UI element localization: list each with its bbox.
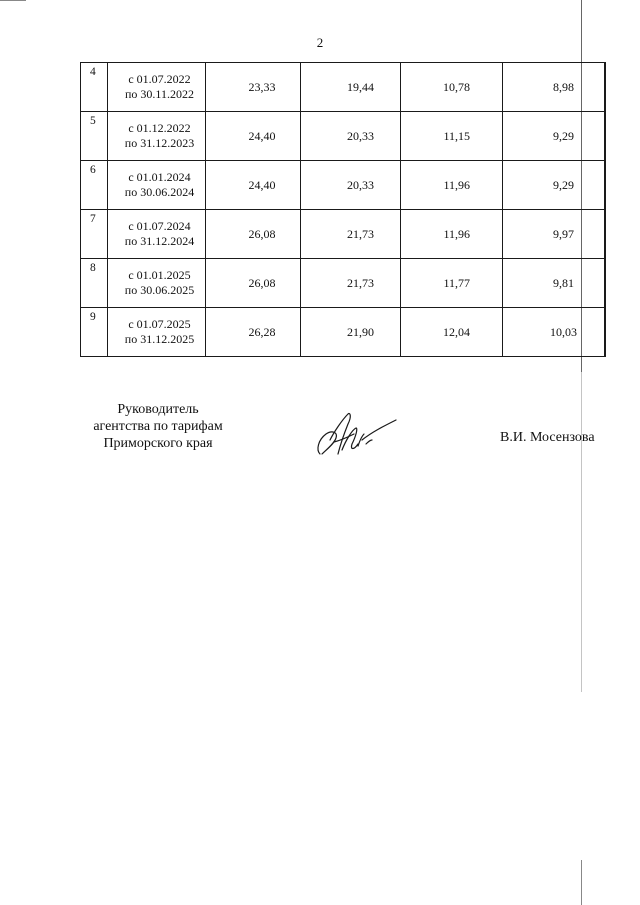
- tariff-value-cell: 11,77: [401, 259, 503, 308]
- tariff-value-cell: 26,08: [206, 259, 301, 308]
- period-to: по 30.06.2024: [124, 185, 195, 199]
- empty-cell: [605, 308, 606, 357]
- row-number-cell: 6: [81, 161, 108, 210]
- period-to: по 30.11.2022: [125, 87, 194, 101]
- table-row: [81, 308, 606, 357]
- scan-mark: [0, 0, 26, 1]
- empty-cell: [605, 210, 606, 259]
- tariff-value-cell: 23,33: [206, 63, 301, 112]
- tariff-value-cell: 21,73: [301, 210, 401, 259]
- table-body: [81, 63, 606, 357]
- period-cell: [108, 112, 206, 161]
- scan-edge-line: [581, 860, 582, 905]
- tariff-value-cell: 11,15: [401, 112, 503, 161]
- period-from: с 01.07.2022: [128, 72, 191, 86]
- tariff-value-cell: 9,29: [503, 112, 605, 161]
- period-to: по 31.12.2024: [124, 234, 195, 248]
- table-row: [81, 161, 606, 210]
- tariff-value-cell: 10,03: [503, 308, 605, 357]
- period-cell: [108, 210, 206, 259]
- row-number-cell: 9: [81, 308, 108, 357]
- table-row: [81, 63, 606, 112]
- signature-strokes: [318, 413, 396, 454]
- table-row: [81, 112, 606, 161]
- tariff-value-cell: 11,96: [401, 161, 503, 210]
- period-from: с 01.01.2025: [128, 268, 191, 282]
- tariff-value-cell: 21,90: [301, 308, 401, 357]
- row-number-cell: 8: [81, 259, 108, 308]
- empty-cell: [605, 161, 606, 210]
- page-number: 2: [316, 35, 324, 50]
- signatory-title-line: Руководитель: [117, 402, 199, 417]
- table-row: [81, 210, 606, 259]
- tariff-value-cell: 20,33: [301, 112, 401, 161]
- period-cell: [108, 259, 206, 308]
- row-number-cell: 4: [81, 63, 108, 112]
- period-to: по 31.12.2023: [124, 136, 195, 150]
- tariff-value-cell: 10,78: [401, 63, 503, 112]
- row-number-cell: 5: [81, 112, 108, 161]
- tariff-value-cell: 8,98: [503, 63, 605, 112]
- empty-cell: [605, 259, 606, 308]
- period-to: по 31.12.2025: [124, 332, 195, 346]
- tariff-value-cell: 11,96: [401, 210, 503, 259]
- table-row: [81, 259, 606, 308]
- handwritten-signature: [312, 410, 402, 460]
- tariff-value-cell: 9,97: [503, 210, 605, 259]
- tariff-value-cell: 9,81: [503, 259, 605, 308]
- period-from: с 01.07.2025: [128, 317, 191, 331]
- tariff-value-cell: 26,08: [206, 210, 301, 259]
- tariff-value-cell: 24,40: [206, 161, 301, 210]
- signatory-title-line: Приморского края: [103, 436, 213, 451]
- tariff-value-cell: 24,40: [206, 112, 301, 161]
- empty-cell: [605, 112, 606, 161]
- period-from: с 01.07.2024: [128, 219, 191, 233]
- tariff-value-cell: 20,33: [301, 161, 401, 210]
- row-number-cell: 7: [81, 210, 108, 259]
- period-cell: [108, 308, 206, 357]
- tariff-table: [80, 62, 606, 357]
- period-from: с 01.01.2024: [128, 170, 191, 184]
- period-cell: [108, 63, 206, 112]
- tariff-value-cell: 21,73: [301, 259, 401, 308]
- period-cell: [108, 161, 206, 210]
- tariff-value-cell: 12,04: [401, 308, 503, 357]
- scan-edge-line: [581, 372, 582, 692]
- period-to: по 30.06.2025: [124, 283, 195, 297]
- tariff-value-cell: 9,29: [503, 161, 605, 210]
- signatory-name: В.И. Мосензова: [500, 430, 595, 445]
- signatory-title: [76, 401, 240, 452]
- tariff-value-cell: 26,28: [206, 308, 301, 357]
- tariff-value-cell: 19,44: [301, 63, 401, 112]
- empty-cell: [605, 63, 606, 112]
- period-from: с 01.12.2022: [128, 121, 191, 135]
- signatory-title-line: агентства по тарифам: [93, 419, 223, 434]
